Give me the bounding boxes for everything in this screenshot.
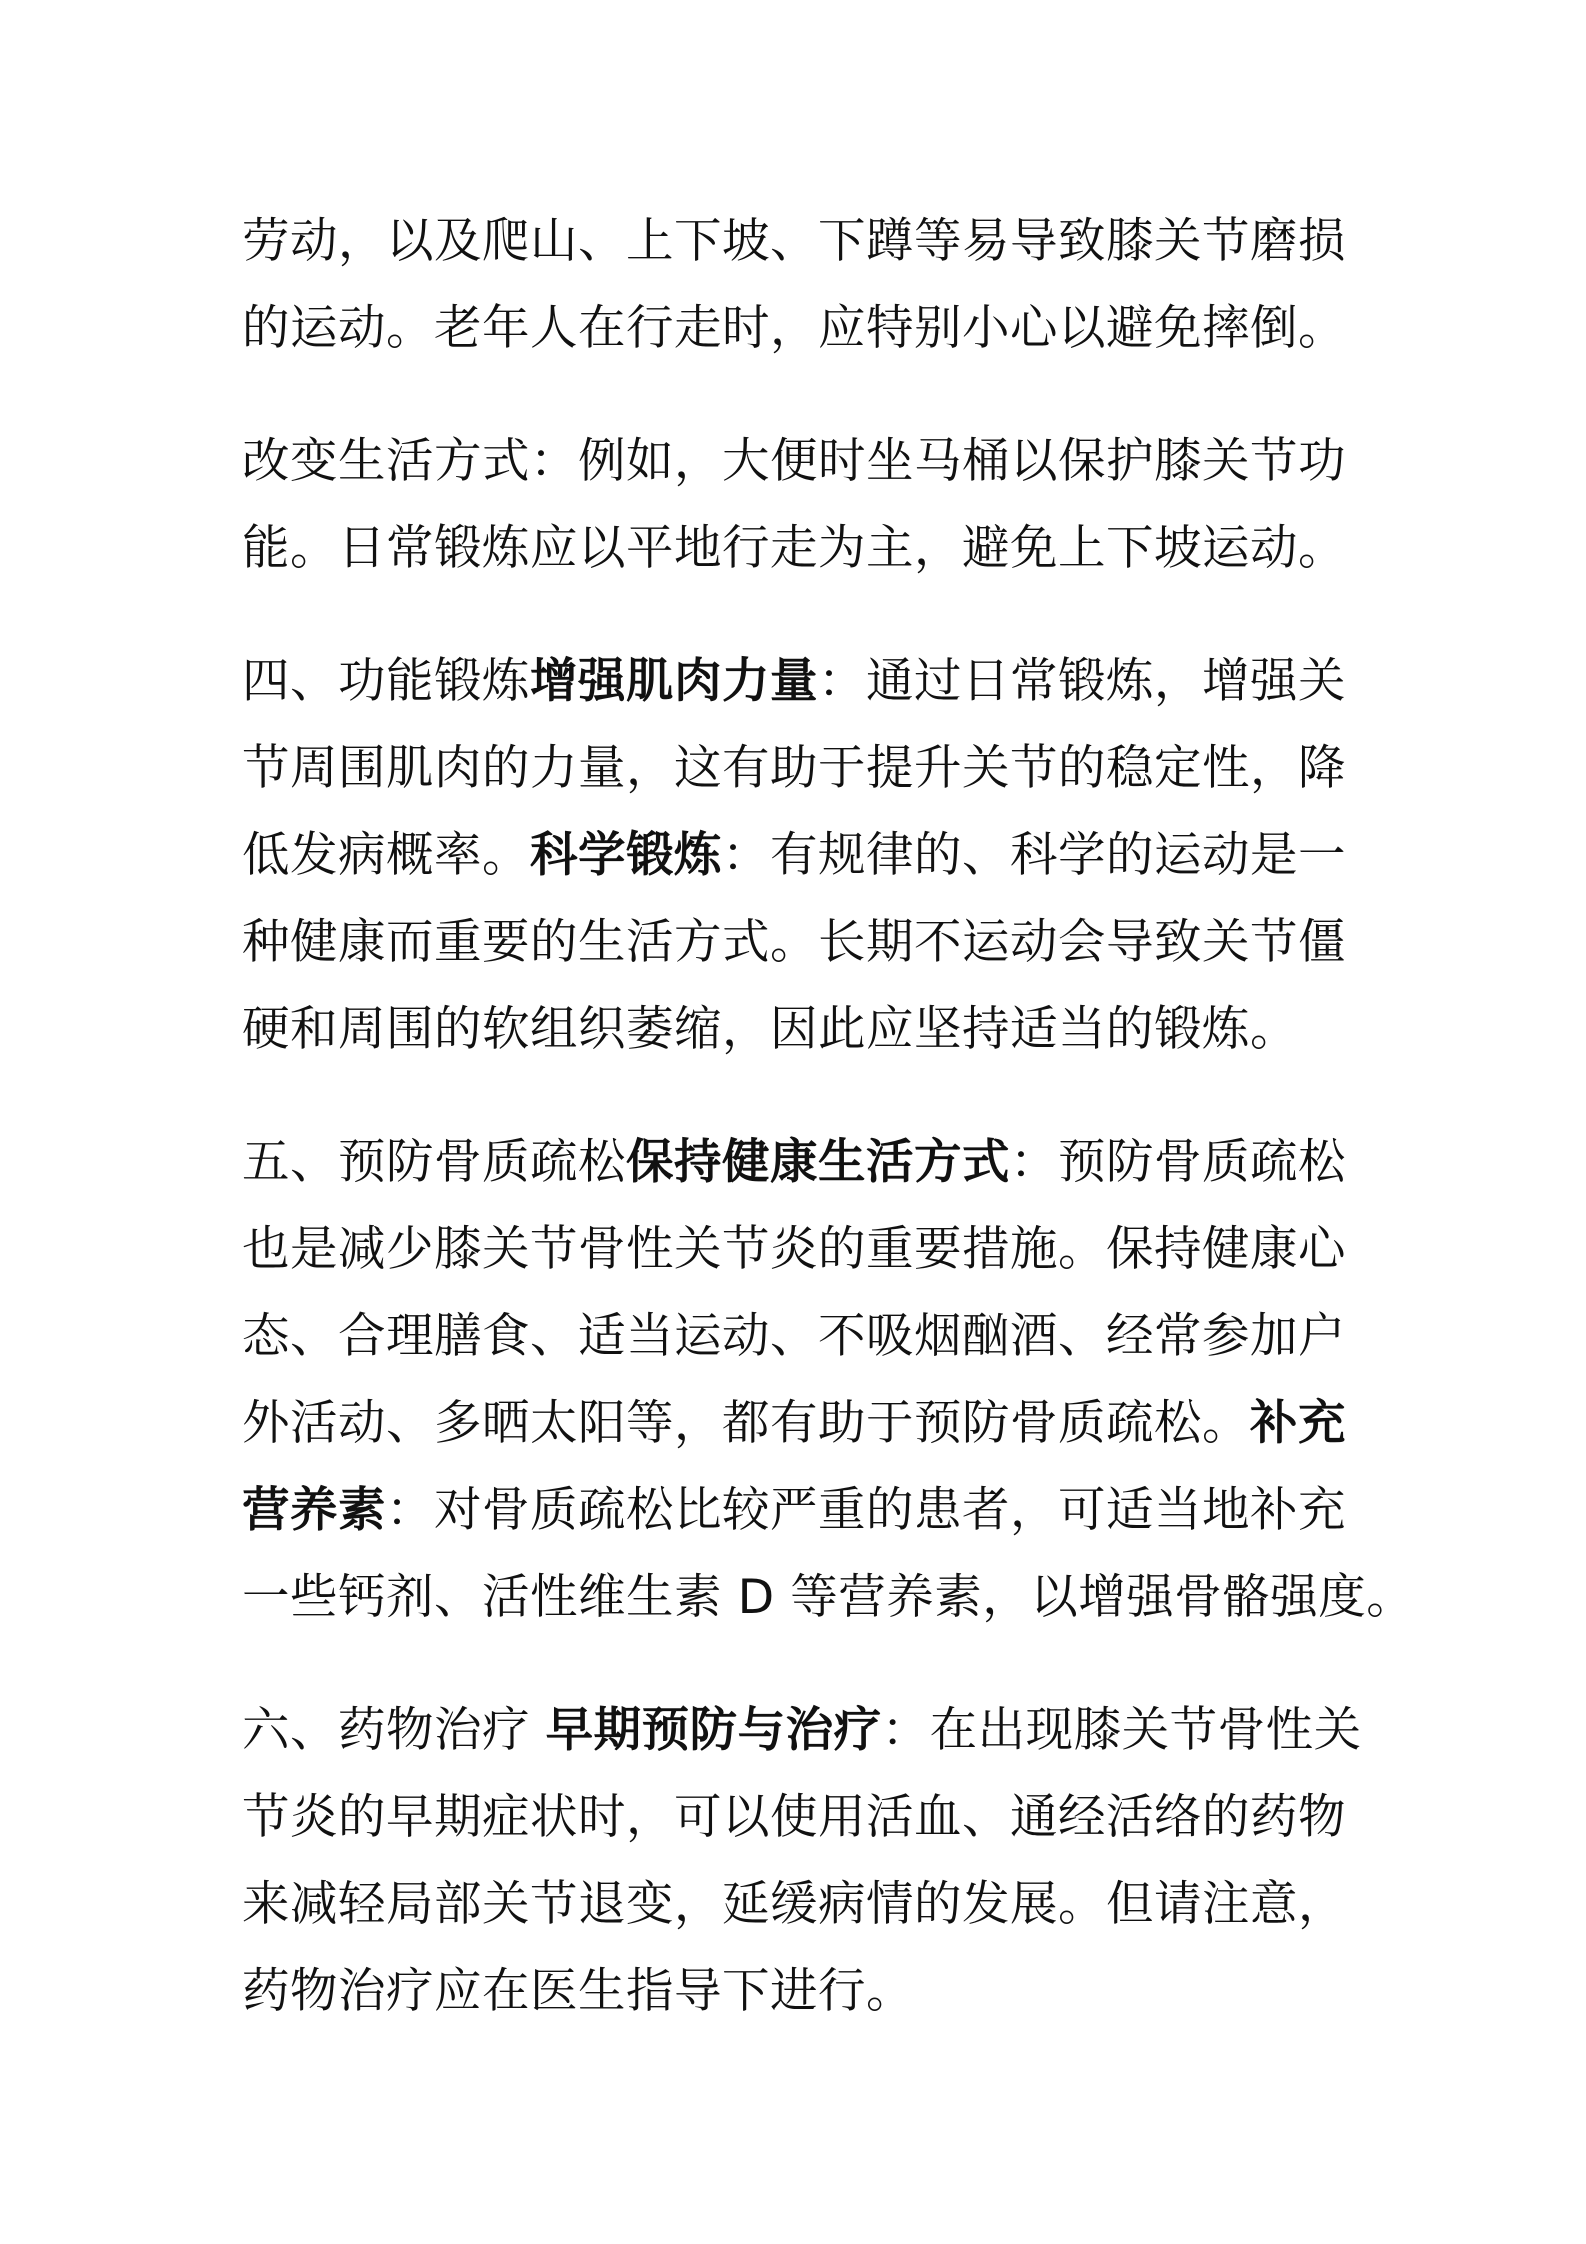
text-line (242, 1687, 1362, 1774)
body-text: 外活动、多晒太阳等，都有助于预防骨质疏松。 (242, 1396, 1250, 1451)
body-text: ：有规律的、科学的运动是一 (722, 828, 1346, 883)
text-line (242, 1119, 1362, 1206)
bold-heading-text: 早期预防与治疗 (545, 1703, 882, 1758)
bold-heading-text: 科学锻炼 (530, 828, 722, 883)
body-text: 种健康而重要的生活方式。长期不运动会导致关节僵 (242, 915, 1346, 970)
body-text: 的运动。老年人在行走时，应特别小心以避免摔倒。 (242, 301, 1346, 356)
body-text: 一些钙剂、活性维生素 D 等营养素，以增强骨骼强度。 (242, 1570, 1415, 1625)
text-line (242, 1293, 1362, 1380)
body-text: 硬和周围的软组织萎缩，因此应坚持适当的锻炼。 (242, 1002, 1298, 1057)
text-line (242, 899, 1362, 986)
text-line (242, 1380, 1362, 1467)
text-line (242, 812, 1362, 899)
text-line (242, 505, 1362, 592)
body-text: 态、合理膳食、适当运动、不吸烟酗酒、经常参加户 (242, 1309, 1346, 1364)
text-line (242, 418, 1362, 505)
body-text: 药物治疗应在医生指导下进行。 (242, 1964, 914, 2019)
paragraph (242, 638, 1362, 1073)
text-line (242, 1554, 1415, 1641)
body-text: 节炎的早期症状时，可以使用活血、通经活络的药物 (242, 1790, 1346, 1845)
body-text: ：通过日常锻炼，增强关 (818, 654, 1346, 709)
text-line (242, 1206, 1362, 1293)
body-text: 四、功能锻炼 (242, 654, 530, 709)
text-line (242, 986, 1362, 1073)
text-line (242, 1861, 1362, 1948)
text-line (242, 1948, 1362, 2035)
body-text: 低发病概率。 (242, 828, 530, 883)
text-line (242, 1467, 1362, 1554)
paragraph (242, 198, 1362, 372)
body-text: ：对骨质疏松比较严重的患者，可适当地补充 (386, 1483, 1346, 1538)
text-line (242, 198, 1362, 285)
text-line (242, 725, 1362, 812)
bold-heading-text: 保持健康生活方式 (626, 1135, 1010, 1190)
body-text: 能。日常锻炼应以平地行走为主，避免上下坡运动。 (242, 521, 1346, 576)
body-text: 劳动，以及爬山、上下坡、下蹲等易导致膝关节磨损 (242, 214, 1346, 269)
bold-heading-text: 营养素 (242, 1483, 386, 1538)
body-text: ：预防骨质疏松 (1010, 1135, 1346, 1190)
bold-heading-text: 增强肌肉力量 (530, 654, 818, 709)
body-text: 六、药物治疗 (242, 1703, 546, 1758)
body-text: 节周围肌肉的力量，这有助于提升关节的稳定性，降 (242, 741, 1346, 796)
body-text: 五、预防骨质疏松 (242, 1135, 626, 1190)
body-text: 也是减少膝关节骨性关节炎的重要措施。保持健康心 (242, 1222, 1346, 1277)
paragraph (242, 1687, 1362, 2035)
body-text: ：在出现膝关节骨性关 (881, 1703, 1362, 1758)
paragraph (242, 418, 1362, 592)
body-text: 改变生活方式：例如，大便时坐马桶以保护膝关节功 (242, 434, 1346, 489)
paragraph (242, 1119, 1415, 1641)
text-line (242, 1774, 1362, 1861)
document-body (242, 198, 1415, 2081)
text-line (242, 638, 1362, 725)
bold-heading-text: 补充 (1250, 1396, 1346, 1451)
text-line (242, 285, 1362, 372)
body-text: 来减轻局部关节退变，延缓病情的发展。但请注意， (242, 1877, 1346, 1932)
